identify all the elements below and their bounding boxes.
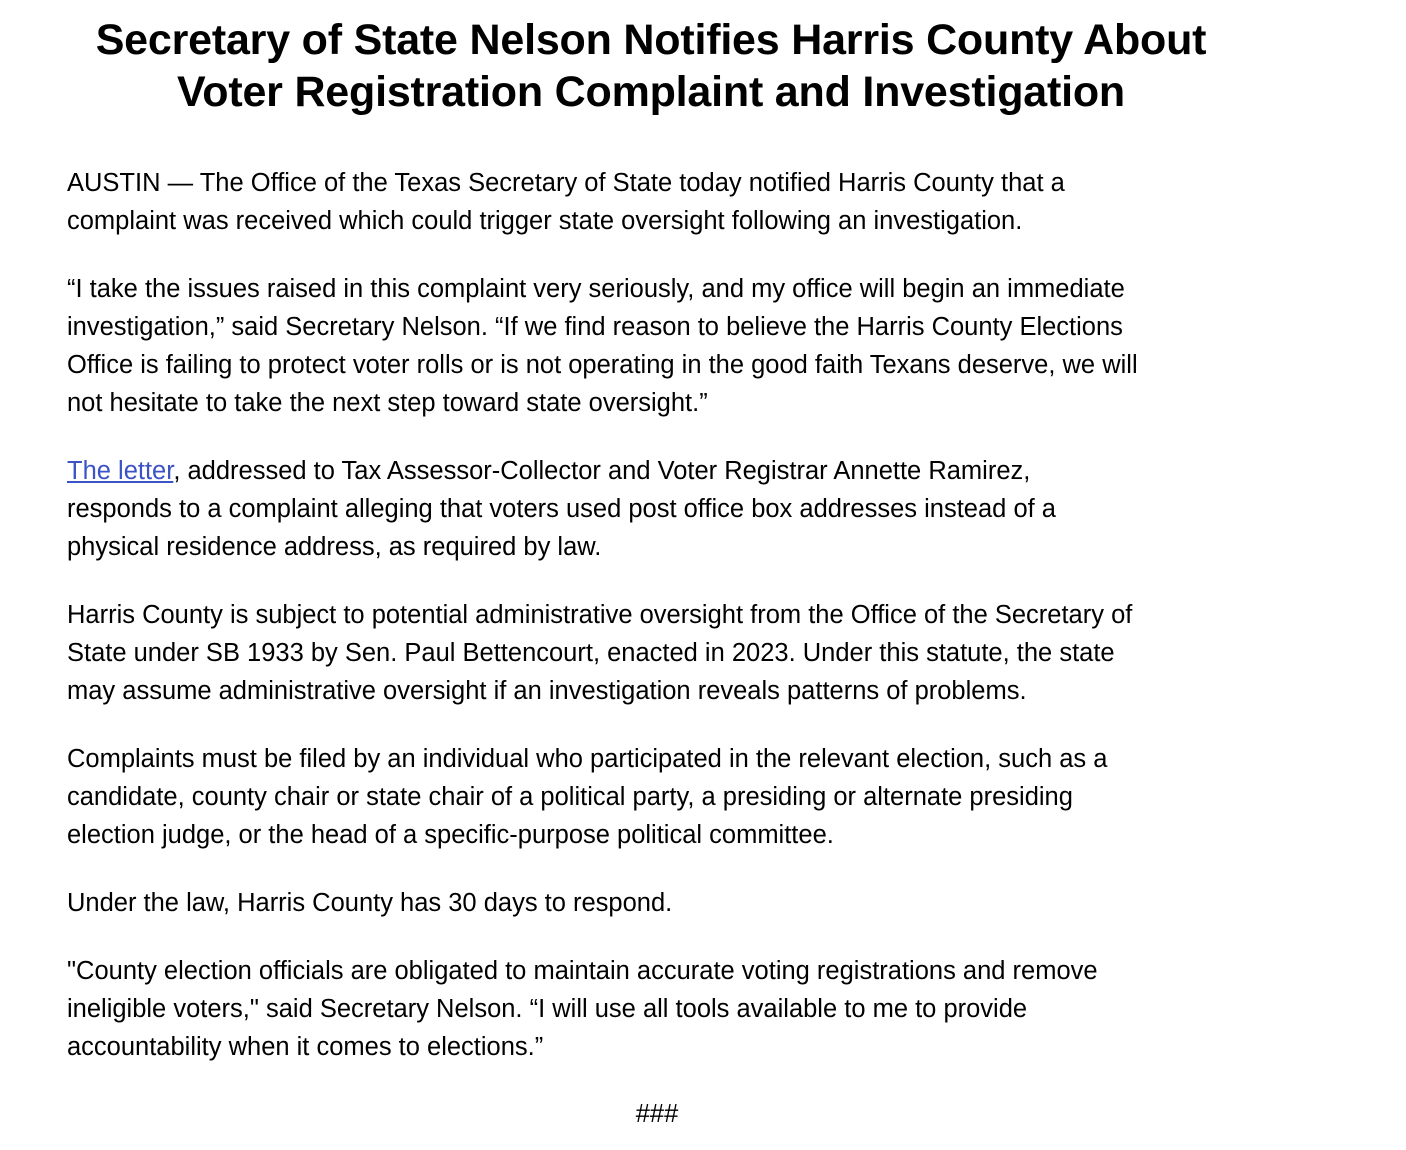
paragraph-line: "County election officials are obligated to maintain accurate voting registrations and remove	[67, 957, 1098, 985]
paragraph-line: physical residence address, as required by law.	[67, 533, 602, 561]
paragraph-line: election judge, or the head of a specific-purpose political committee.	[67, 821, 834, 849]
paragraph-line: “I take the issues raised in this complaint very seriously, and my office will begin an immediate	[67, 275, 1125, 303]
headline-line-2: Voter Registration Complaint and Investigation	[176, 68, 1126, 116]
paragraph-line: investigation,” said Secretary Nelson. “If we find reason to believe the Harris County Elections	[67, 313, 1123, 341]
paragraph-line: AUSTIN — The Office of the Texas Secretary of State today notified Harris County that a	[67, 169, 1065, 197]
paragraph-line: Harris County is subject to potential administrative oversight from the Office of the Secretary of	[67, 601, 1133, 629]
paragraph-line	[67, 452, 1267, 490]
paragraph-line: not hesitate to take the next step toward state oversight.”	[67, 389, 708, 417]
headline-line-1: Secretary of State Nelson Notifies Harris County About	[95, 16, 1207, 64]
paragraph-line: responds to a complaint alleging that voters used post office box addresses instead of a	[67, 495, 1056, 523]
paragraph-line: Office is failing to protect voter rolls or is not operating in the good faith Texans deserve, we will	[67, 351, 1138, 379]
headline	[0, 14, 1302, 118]
paragraph-line: may assume administrative oversight if an investigation reveals patterns of problems.	[67, 677, 1027, 705]
paragraph-line-rest: , addressed to Tax Assessor-Collector and Voter Registrar Annette Ramirez,	[173, 457, 1031, 485]
paragraph-line: Complaints must be filed by an individual who participated in the relevant election, such as a	[67, 745, 1108, 773]
article-body	[67, 164, 1267, 1096]
paragraph-line: Under the law, Harris County has 30 days to respond.	[67, 889, 673, 917]
paragraph-deadline	[67, 884, 1267, 922]
paragraph-letter	[67, 452, 1267, 566]
paragraph-line: complaint was received which could trigger state oversight following an investigation.	[67, 207, 1023, 235]
end-of-release-mark: ###	[635, 1100, 679, 1128]
paragraph-line: State under SB 1933 by Sen. Paul Bettencourt, enacted in 2023. Under this statute, the state	[67, 639, 1115, 667]
letter-link[interactable]: The letter	[67, 457, 174, 485]
paragraph-complaints	[67, 740, 1267, 854]
paragraph-quote	[67, 270, 1267, 422]
paragraph-oversight	[67, 596, 1267, 710]
paragraph-line: ineligible voters," said Secretary Nelson. “I will use all tools available to me to provide	[67, 995, 1028, 1023]
paragraph-line: accountability when it comes to elections.”	[67, 1033, 544, 1061]
paragraph-line: candidate, county chair or state chair of a political party, a presiding or alternate presiding	[67, 783, 1073, 811]
paragraph-closing-quote	[67, 952, 1267, 1066]
paragraph-intro	[67, 164, 1267, 240]
